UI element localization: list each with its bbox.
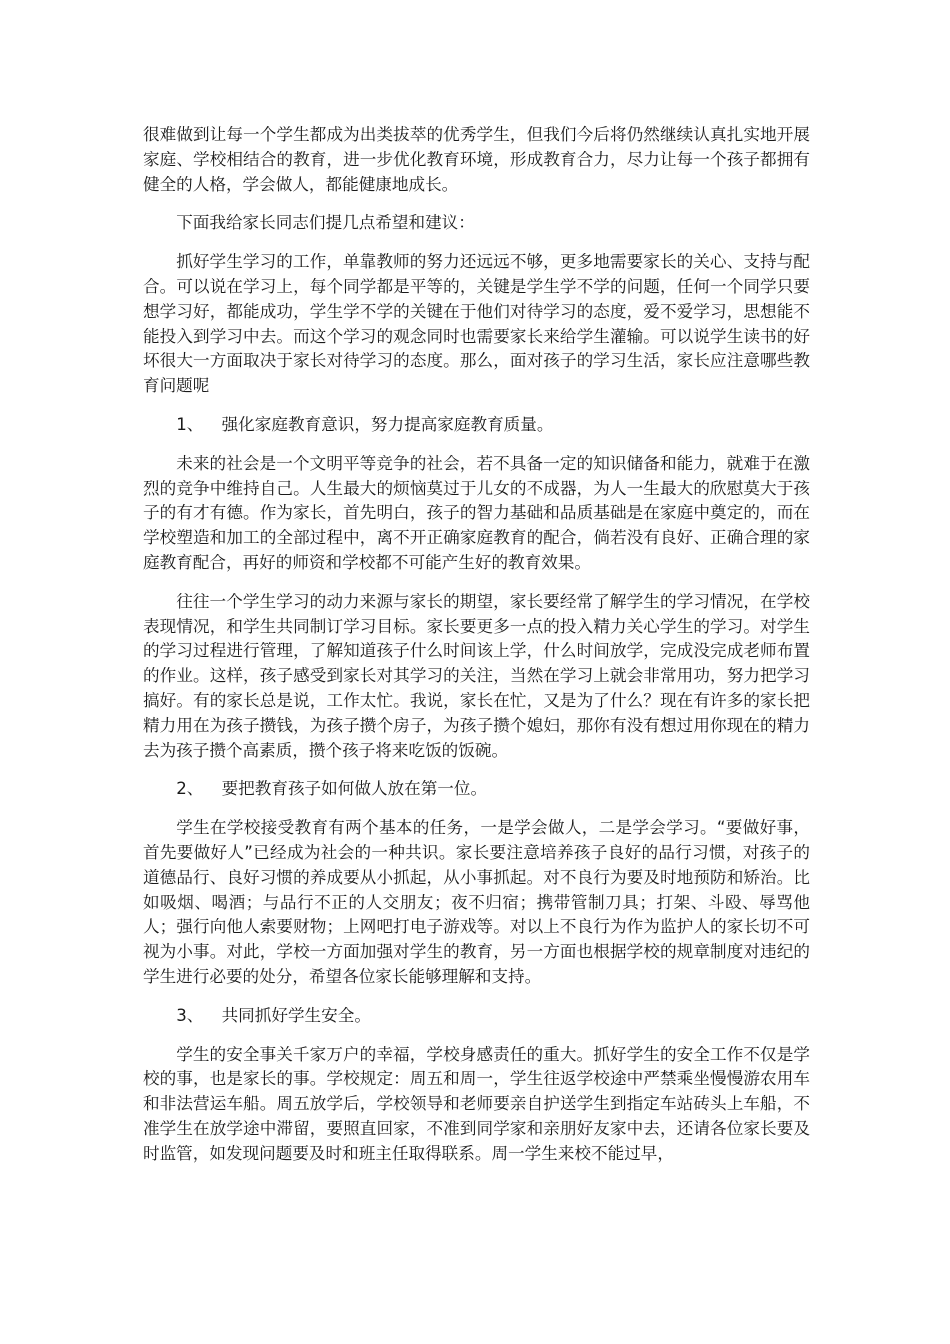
body-paragraph: 很难做到让每一个学生都成为出类拔萃的优秀学生，但我们今后将仍然继续认真扎实地开展家庭、学校相结合的教育，进一步优化教育环境，形成教育合力，尽力让每一个孩子都拥有健全的人格，学会做人，都能健康地成长。 [143,125,810,194]
document-page [143,123,810,1180]
section-title: 共同抓好学生安全。 [221,1005,371,1025]
section-number: 3、 [176,1005,204,1025]
section-heading [143,777,810,802]
section-number: 1、 [176,414,204,434]
section-title: 要把教育孩子如何做人放在第一位。 [221,779,488,799]
section-number: 2、 [176,779,204,799]
body-paragraph: 学生在学校接受教育有两个基本的任务，一是学会做人，二是学会学习。“要做好事，首先要做好人”已经成为社会的一种共识。家长要注意培养孩子良好的品行习惯，对孩子的道德品行、良好习惯的养成要从小抓起，从小事抓起。对不良行为要及时地预防和矫治。比如吸烟、喝酒；与品行不正的人交朋友；夜不归宿；携带管制刀具；打架、斗殴、辱骂他人；强行向他人索要财物；上网吧打电子游戏等。对以上不良行为作为监护人的家长切不可视为小事。对此，学校一方面加强对学生的教育，另一方面也根据学校的规章制度对违纪的学生进行必要的处分，希望各位家长能够理解和支持。 [143,818,810,986]
body-paragraph: 学生的安全事关千家万户的幸福，学校身感责任的重大。抓好学生的安全工作不仅是学校的事，也是家长的事。学校规定：周五和周一，学生往返学校途中严禁乘坐慢慢游农用车和非法营运车船。周五放学后，学校领导和老师要亲自护送学生到指定车站砖头上车船，不准学生在放学途中滞留，要照直回家，不准到同学家和亲朋好友家中去，还请各位家长要及时监管，如发现问题要及时和班主任取得联系。周一学生来校不能过早， [143,1044,810,1163]
body-paragraph: 下面我给家长同志们提几点希望和建议： [176,213,475,233]
section-heading [143,413,810,438]
section-heading [143,1004,810,1029]
section-title: 强化家庭教育意识，努力提高家庭教育质量。 [221,414,554,434]
body-paragraph: 往往一个学生学习的动力来源与家长的期望，家长要经常了解学生的学习情况，在学校表现情况，和学生共同制订学习目标。家长要更多一点的投入精力关心学生的学习。对学生的学习过程进行管理，了解知道孩子什么时间该上学，什么时间放学，完成没完成老师布置的作业。这样，孩子感受到家长对其学习的关注，当然在学习上就会非常用功，努力把学习搞好。有的家长总是说，工作太忙。我说，家长在忙，又是为了什么？现在有许多的家长把精力用在为孩子攒钱，为孩子攒个房子，为孩子攒个媳妇，那你有没有想过用你现在的精力去为孩子攒个高素质，攒个孩子将来吃饭的饭碗。 [143,591,810,760]
body-paragraph: 抓好学生学习的工作，单靠教师的努力还远远不够，更多地需要家长的关心、支持与配合。可以说在学习上，每个同学都是平等的，关键是学生学不学的问题，任何一个同学只要想学习好，都能成功，学生学不学的关键在于他们对待学习的态度，爱不爱学习，思想能不能投入到学习中去。而这个学习的观念同时也需要家长来给学生灌输。可以说学生读书的好坏很大一方面取决于家长对待学习的态度。那么，面对孩子的学习生活，家长应注意哪些教育问题呢 [143,252,810,396]
body-paragraph: 未来的社会是一个文明平等竞争的社会，若不具备一定的知识储备和能力，就难于在激烈的竞争中维持自己。人生最大的烦恼莫过于儿女的不成器，为人一生最大的欣慰莫大于孩子的有才有德。作为家长，首先明白，孩子的智力基础和品质基础是在家庭中奠定的，而在学校塑造和加工的全部过程中，离不开正确家庭教育的配合，倘若没有良好、正确合理的家庭教育配合，再好的师资和学校都不可能产生好的教育效果。 [143,453,810,572]
